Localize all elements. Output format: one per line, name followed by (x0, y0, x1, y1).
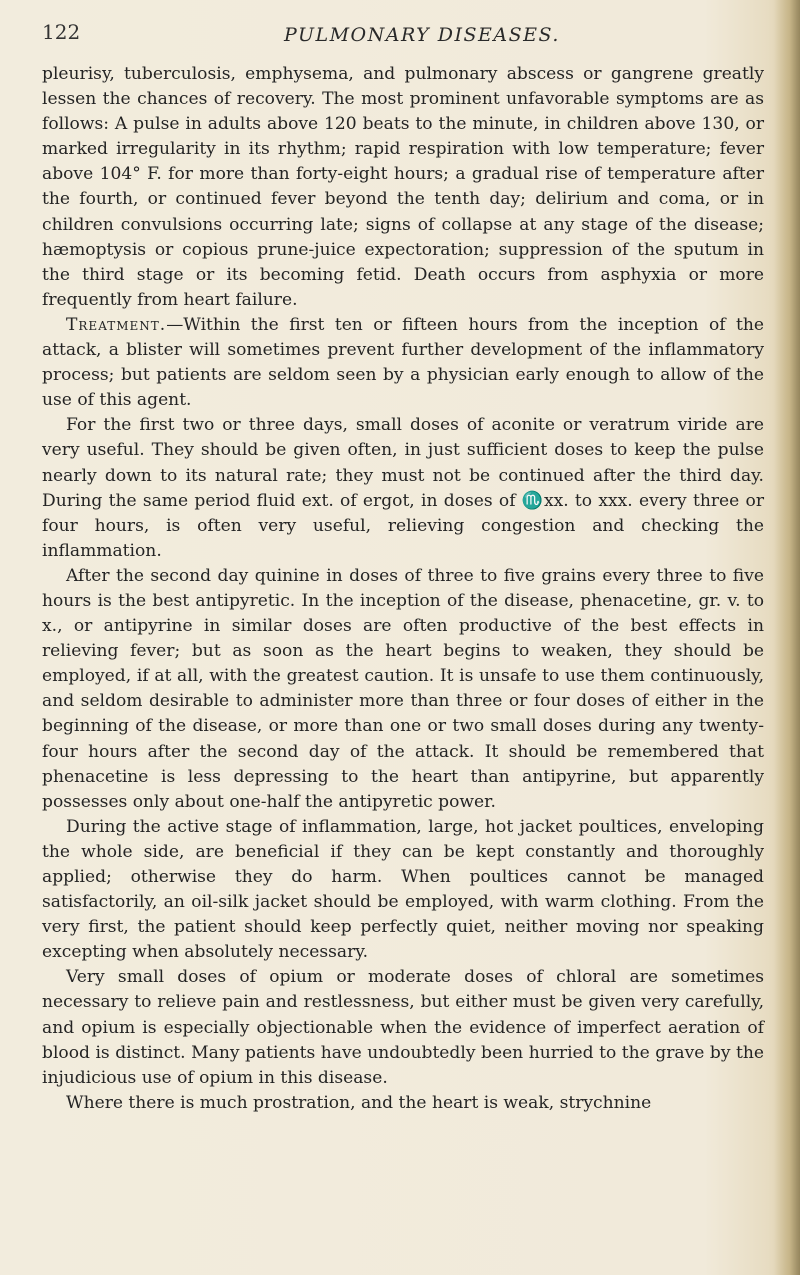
page-number: 122 (42, 20, 81, 44)
paragraph-aconite: For the first two or three days, small doses of aconite or veratrum viride are very useful. They should be given often, in just sufficient doses to keep the pulse nearly down to its natural rate; they must not be continued after the third day. During the same period fluid ext. of ergot, in doses of ♏xx. to xxx. every three or four hours, is often very useful, relieving congestion and checking the inflammation. (42, 415, 764, 561)
page-edge-shadow (774, 0, 800, 1275)
body-text (42, 62, 764, 1116)
paragraph-prognosis: pleurisy, tuberculosis, emphysema, and pulmonary abscess or gangrene greatly lessen the chances of recovery. The most prominent unfavorable symptoms are as follows: A pulse in adults above 120 beats to the minute, in children above 130, or marked irregularity in its rhythm; rapid respiration with low temperature; fever above 104° F. for more than forty-eight hours; a gradual rise of temperature after the fourth, or continued fever beyond the tenth day; delirium and coma, or in children convulsions occurring late; signs of collapse at any stage of the disease; hæmoptysis or copious prune-juice expectoration; suppression of the sputum in the third stage or its becoming fetid. Death occurs from asphyxia or more frequently from heart failure. (42, 64, 764, 310)
paragraph-treatment-text: —Within the first ten or fifteen hours from the inception of the attack, a blister will sometimes prevent further development of the inflammatory process; but patients are seldom seen by a physician early enough to allow of the use of this agent. (42, 314, 764, 411)
paragraph-strychnine: Where there is much prostration, and the heart is weak, strychnine (66, 1092, 652, 1113)
paragraph-opium: Very small doses of opium or moderate doses of chloral are sometimes necessary to relieve pain and restlessness, but either must be given very carefully, and opium is especially objectionable when the evidence of imperfect aeration of blood is distinct. Many patients have undoubtedly been hurried to the grave by the injudicious use of opium in this disease. (42, 967, 764, 1088)
paragraph-poultices: During the active stage of inflammation, large, hot jacket poultices, enveloping the whole side, are beneficial if they can be kept constantly and thoroughly applied; otherwise they do harm. When poultices cannot be managed satisfactorily, an oil-silk jacket should be employed, with warm clothing. From the very first, the patient should keep perfectly quiet, neither moving nor speaking excepting when absolutely necessary. (42, 816, 764, 963)
paragraph-treatment (42, 313, 764, 413)
running-head: PULMONARY DISEASES. (284, 24, 560, 46)
treatment-heading: Treatment. (66, 314, 167, 335)
paragraph-antipyretics: After the second day quinine in doses of three to five grains every three to five hours is the best antipyretic. In the inception of the disease, phenacetine, gr. v. to x., or antipyrine in similar doses are often productive of the best effects in relieving fever; but as soon as the heart begins to weaken, they should be employed, if at all, with the greatest caution. It is unsafe to use them continuously, and seldom desirable to administer more than three or four doses of either in the beginning of the disease, or more than one or two small doses during any twenty-four hours after the second day of the attack. It should be remembered that phenacetine is less depressing to the heart than antipyrine, but apparently possesses only about one-half the antipyretic power. (42, 565, 764, 812)
page-header (42, 20, 772, 56)
